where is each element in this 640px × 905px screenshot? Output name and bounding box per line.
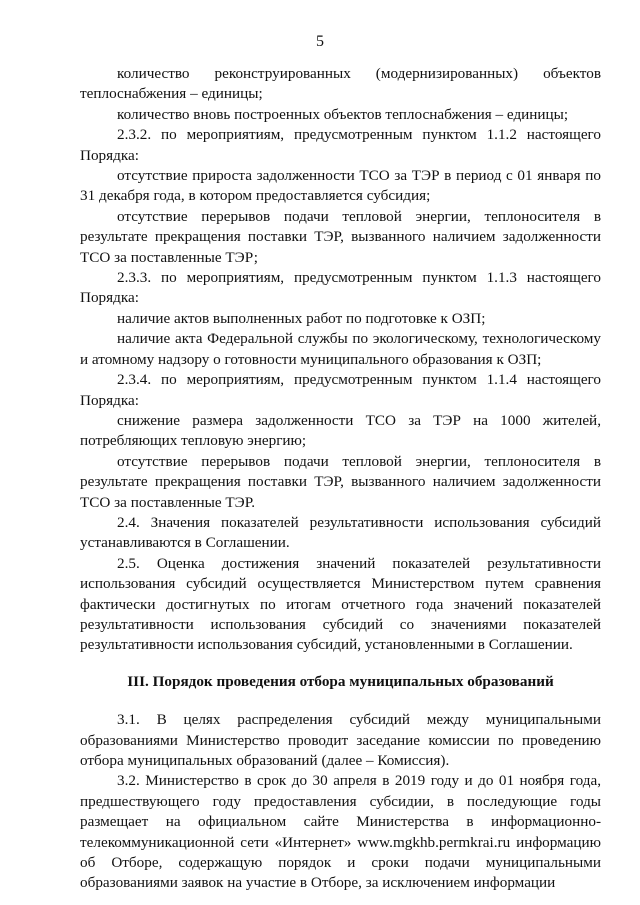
paragraph: 2.3.3. по мероприятиям, предусмотренным пунктом 1.1.3 настоящего Порядка: [80, 269, 601, 307]
paragraph: 2.5. Оценка достижения значений показателей результативности использования субсидий осуществляется Министерством путем сравнения фактически достигнутых по итогам отчетного года значений показателей результативности использования субсидий со значениями показателей результативности использования субсидий, установленными в Соглашении. [80, 554, 601, 654]
paragraph: количество реконструированных (модернизированных) объектов теплоснабжения – единицы; [80, 65, 601, 103]
section-heading: III. Порядок проведения отбора муниципальных образований [127, 672, 554, 690]
paragraph: 2.3.4. по мероприятиям, предусмотренным пунктом 1.1.4 настоящего Порядка: [80, 371, 601, 409]
paragraph: наличие акта Федеральной службы по экологическому, технологическому и атомному надзору о готовности муниципального образования к ОЗП; [80, 330, 601, 368]
paragraph: снижение размера задолженности ТСО за ТЭР на 1000 жителей, потребляющих тепловую энергию; [80, 411, 601, 450]
paragraph: отсутствие перерывов подачи тепловой энергии, теплоносителя в результате прекращения поставки ТЭР, вызванного наличием задолженности ТСО за поставленные ТЭР; [80, 207, 601, 266]
paragraph: количество вновь построенных объектов теплоснабжения – единицы; [117, 105, 569, 123]
paragraph: 3.1. В целях распределения субсидий между муниципальными образованиями Министерство проводит заседание комиссии по проведению отбора муниципальных образований (далее – Комиссия). [80, 711, 601, 769]
paragraph: 2.4. Значения показателей результативности использования субсидий устанавливаются в Соглашении. [80, 513, 601, 552]
document-body [80, 64, 601, 894]
paragraph: 3.2. Министерство в срок до 30 апреля в 2019 году и до 01 ноября года, предшествующего году предоставления субсидии, в последующие годы размещает на официальном сайте Министерства в информационно-телекоммуникационной сети «Интернет» www.mgkhb.permkrai.ru информацию об Отборе, содержащую порядок и сроки подачи муниципальными образованиями заявок на участие в Отборе, за исключением информации [80, 772, 601, 892]
paragraph: 2.3.2. по мероприятиям, предусмотренным пунктом 1.1.2 настоящего Порядка: [80, 126, 601, 164]
paragraph: отсутствие перерывов подачи тепловой энергии, теплоносителя в результате прекращения поставки ТЭР, вызванного наличием задолженности ТСО за поставленные ТЭР. [80, 452, 601, 511]
paragraph: наличие актов выполненных работ по подготовке к ОЗП; [117, 309, 486, 327]
paragraph: отсутствие прироста задолженности ТСО за ТЭР в период с 01 января по 31 декабря года, в котором предоставляется субсидия; [80, 167, 601, 205]
page-number: 5 [316, 33, 324, 50]
